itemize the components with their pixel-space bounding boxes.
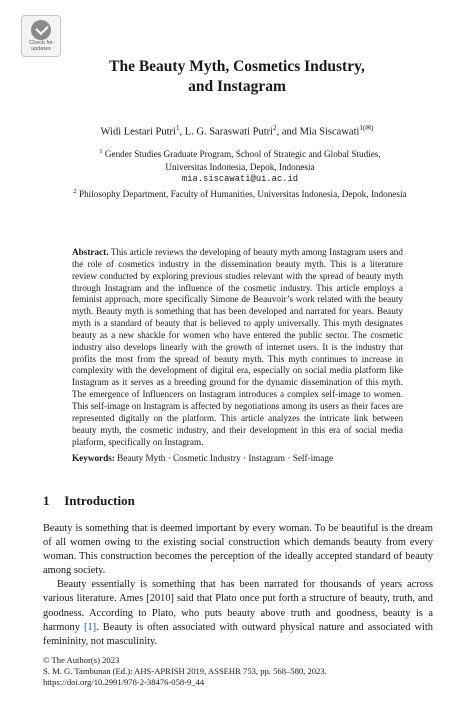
- citation-link[interactable]: [1]: [84, 621, 97, 633]
- title-line2: and Instagram: [188, 78, 286, 95]
- keywords: [72, 452, 403, 464]
- corresponding-email[interactable]: mia.siscawati@ui.ac.id: [181, 174, 299, 185]
- abstract-label: Abstract.: [72, 247, 109, 257]
- body-text: [43, 522, 433, 649]
- paragraph-2: [43, 578, 433, 648]
- author-1-name: Widi Lestari Putri: [100, 126, 176, 138]
- author-list: [0, 121, 474, 140]
- doi-link[interactable]: https://doi.org/10.2991/978-2-38476-058-9_44: [43, 677, 205, 687]
- author-2-name: L. G. Saraswati Putri: [184, 126, 274, 138]
- affiliation-2-text: Philosophy Department, Faculty of Humanities, Universitas Indonesia, Depok, Indonesia: [78, 188, 407, 199]
- affiliation-2: [40, 186, 440, 201]
- keywords-label: Keywords:: [72, 453, 115, 463]
- author-2-affil: 2: [273, 124, 277, 132]
- copyright: © The Author(s) 2023: [43, 655, 120, 665]
- affiliation-1-marker: 1: [99, 148, 103, 155]
- paper-title: [0, 57, 474, 97]
- paragraph-2-start: Beauty essentially is something that has been narrated for thousands of years across various literature. Ames [2010] said that Plato once put forth a structure of beauty, truth, and goodness. According to Plato, who puts beauty above truth and goodness, beauty is a harmony: [43, 579, 433, 633]
- check-icon: [31, 20, 51, 40]
- keywords-text: Beauty Myth · Cosmetic Industry · Instagram · Self-image: [117, 453, 334, 463]
- badge-line1: Check for: [29, 40, 53, 46]
- citation-info: S. M. G. Tambunan (Ed.): AHS-APRISH 2019, ASSEHR 753, pp. 568–580, 2023.: [43, 666, 327, 676]
- affiliation-1-line1: Gender Studies Graduate Program, School of Strategic and Global Studies,: [104, 149, 381, 160]
- author-1-affil: 1: [175, 124, 180, 132]
- author-separator: ,: [179, 126, 185, 138]
- section-heading: [43, 493, 135, 509]
- section-number: 1: [43, 493, 50, 508]
- author-3-name: Mia Siscawati: [299, 126, 360, 138]
- author-separator: , and: [276, 126, 300, 138]
- paragraph-2-end: . Beauty is often associated with outward physical nature and associated with femininity, not masculinity.: [43, 621, 433, 647]
- affiliation-1: [40, 146, 440, 161]
- paragraph-1: Beauty is something that is deemed important by every woman. To be beautiful is the dream of all women owing to the existing social construction which demands beauty from every woman. This construction becomes the perception of the ideally accepted standard of beauty among society.: [43, 523, 433, 577]
- title-line1: The Beauty Myth, Cosmetics Industry,: [109, 58, 365, 75]
- section-title: Introduction: [64, 493, 135, 508]
- badge-line2: updates: [31, 46, 51, 52]
- abstract-text: This article reviews the developing of beauty myth among Instagram users and the role of cosmetics industry in the dissemination beauty myth. This is a literature review conducted by exploring previous studies relevant with the spread of beauty myth through Instagram and the influence of the cosmetic industry. This article employs a feminist approach, more specifically Simone de Beauvoir’s work related with the beauty myth. Beauty myth is something that has been developed and narrated for years. Beauty myth is a standard of beauty that is believed to apply universally. This myth designates beauty as a new shackle for women who have entered the public sector. The cosmetic industry also develops linearly with the growth of internet users. It is the industry that profits the most from the spread of beauty myth. This myth continues to increase in complexity with the development of digital era, especially on social media platform like Instagram as it serves as a breeding ground for the dynamic dissemination of this myth. The emergence of Influencers on Instagram introduces a complex self-image to women. This self-image on Instagram is affected by negotiations among its users as their faces are represented digitally on the platform. This article analyzes the intricate link between beauty myth, the cosmetic industry, and their development in this era of social media platform, specifically on Instagram.: [72, 247, 403, 447]
- check-for-updates-badge[interactable]: [21, 15, 61, 57]
- affiliations: [40, 146, 440, 200]
- author-3-affil: 1(✉): [359, 124, 374, 132]
- affiliation-2-marker: 2: [73, 187, 77, 195]
- footer: [43, 655, 433, 688]
- abstract: [72, 247, 403, 448]
- affiliation-1-line2: Universitas Indonesia, Depok, Indonesia: [165, 161, 315, 172]
